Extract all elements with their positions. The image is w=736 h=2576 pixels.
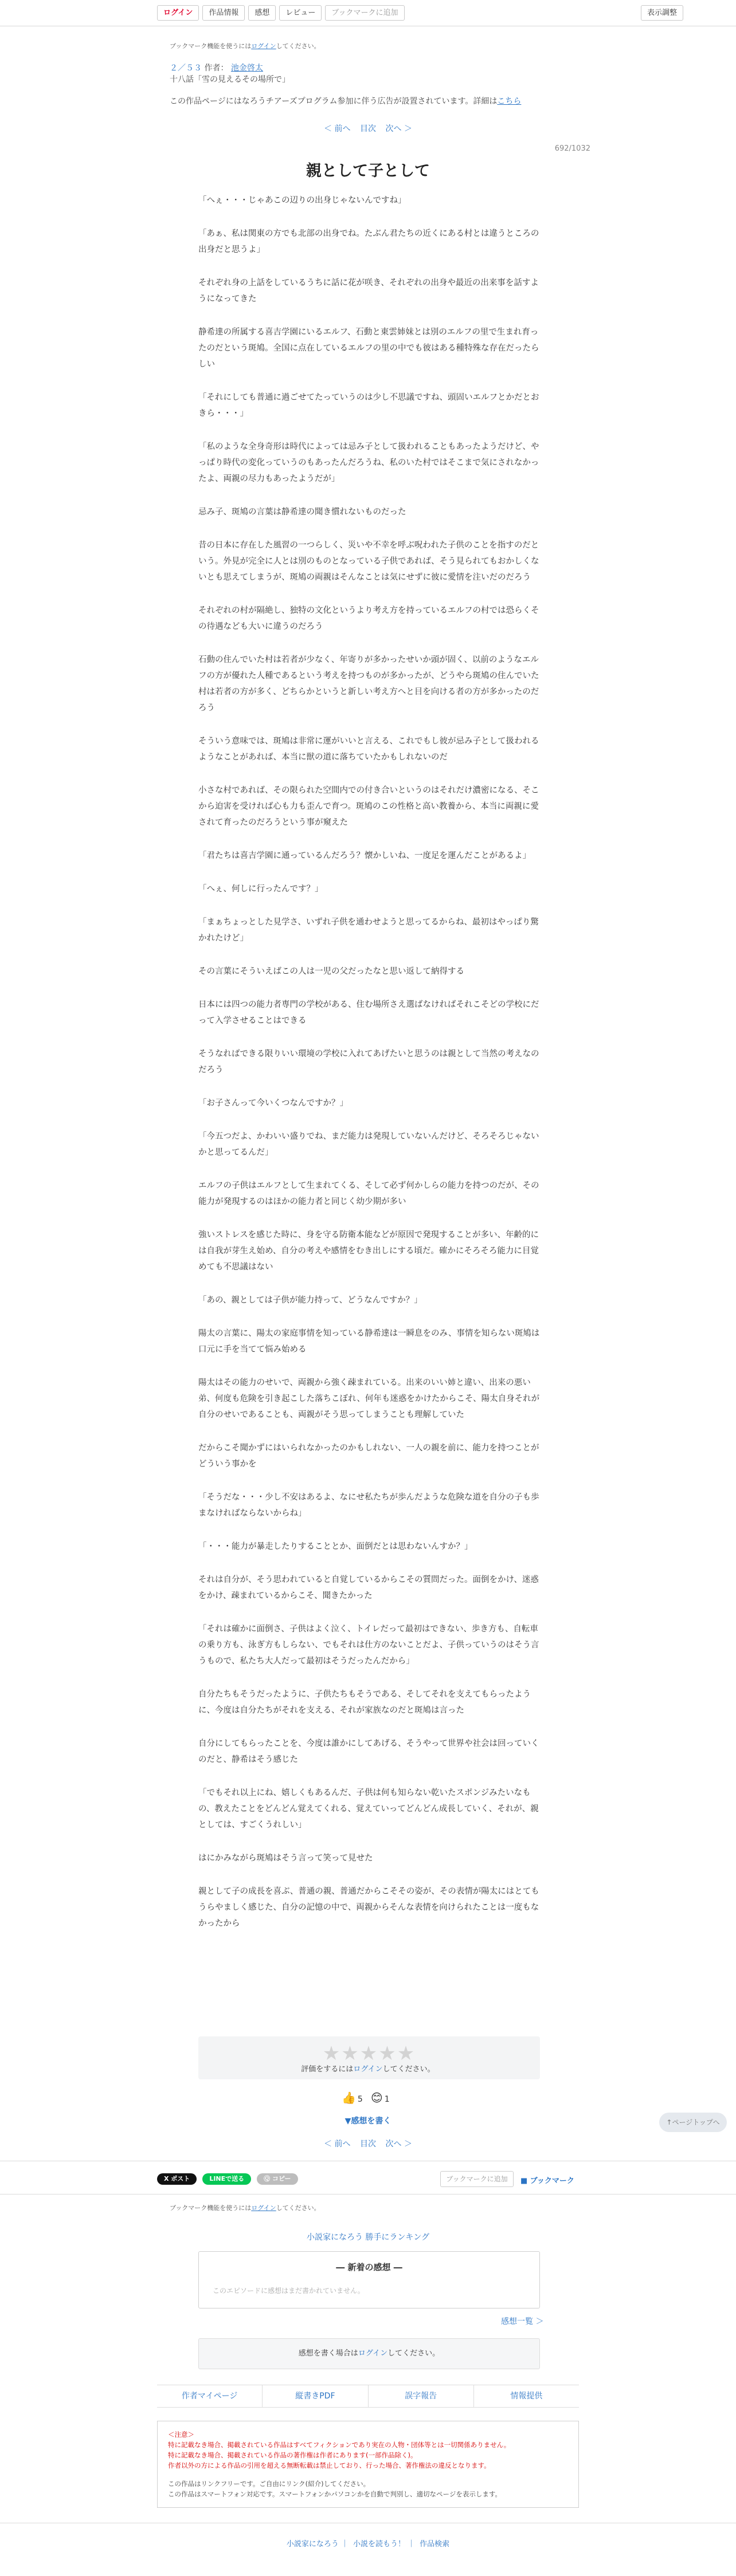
body-paragraph: 強いストレスを感じた時に、身を守る防衛本能などが原因で発現することが多い、年齢的には自我が芽生え始め、自分の考えや感情をむき出しにする頃だ。確かにそろそろ能力に目覚めても不思議はない [198, 1230, 539, 1272]
author-label: 作者： [204, 64, 229, 73]
share-bar [157, 2173, 298, 2185]
new-comments-box [198, 2251, 540, 2308]
comment-list-link[interactable]: 感想一覧 ＞ [501, 2317, 544, 2326]
note-text-after: してください。 [276, 2204, 320, 2212]
body-paragraph: 親として子の成長を喜ぶ、普通の親、普通だからこそその姿が、その表情が陽太にはとてもうらやましく感じた、自分の記憶の中で、両親からそんな表情を向けられたことは一度もなかったから [198, 1887, 539, 1928]
body-paragraph: 「それにしても普通に過ごせてたっていうのは少し不思議ですね、頭固いエルフとかだとおきら・・・」 [198, 393, 539, 418]
comment-write-text-after: してください。 [387, 2349, 440, 2358]
rating-label: 評価をするには [301, 2065, 354, 2074]
header-nav [157, 5, 405, 21]
caution-line: 特に記載なき場合、掲載されている作品の著作権は作者にあります(一部作品除く)。 [168, 2451, 417, 2459]
body-paragraph: だからこそ聞かずにはいられなかったのかもしれない、一人の親を前に、能力を持つことがどういう事かを [198, 1444, 539, 1469]
episode-title: 親として子として [306, 162, 430, 180]
write-comment-link[interactable]: ▼感想を書く [344, 2117, 392, 2126]
caution-line: この作品はリンクフリーです。ご自由にリンク(紹介)してください。 [168, 2480, 370, 2488]
author-mypage-link[interactable]: 作者マイページ [157, 2385, 263, 2407]
top-pager [0, 123, 736, 134]
comment-write-text: 感想を書く場合は [298, 2349, 358, 2358]
ranking-link[interactable]: 小説家になろう 勝手にランキング [306, 2233, 430, 2242]
caution-line: 特に記載なき場合、掲載されている作品はすべてフィクションであり実在の人物・団体等とは一切関係ありません。 [168, 2441, 511, 2449]
body-paragraph: 自分にしてもらったことを、今度は誰かにしてあげる、そうやって世界や社会は回っていくのだと、静希はそう感じた [198, 1739, 539, 1764]
next-link[interactable]: 次へ ＞ [385, 2140, 412, 2149]
body-paragraph: 「・・・能力が暴走したりすることとか、面倒だとは思わないんすか？」 [198, 1542, 473, 1551]
body-paragraph: 「へぇ・・・じゃあこの辺りの出身じゃないんですね」 [198, 196, 406, 205]
display-settings-button[interactable]: 表示調整 [641, 5, 683, 21]
review-button[interactable]: レビュー [279, 5, 322, 21]
vertical-pdf-link[interactable]: 縦書きPDF [263, 2385, 368, 2407]
body-paragraph: 「へぇ、何しに行ったんです？」 [198, 884, 323, 894]
body-paragraph: 陽太の言葉に、陽太の家庭事情を知っている静希達は一瞬息をのみ、事情を知らない斑鳩は口元に手を当てて悩み始める [198, 1329, 540, 1354]
body-paragraph: 陽太はその能力のせいで、両親から強く疎まれている。出来のいい姉と違い、出来の悪い弟、何度も危険を引き起こした落ちこぼれ、何年も迷惑をかけたからこそ、陽太自身それが自分のせいであることも、両親がそう思ってしまうことも理解していた [198, 1378, 540, 1419]
body-paragraph: 「君たちは喜吉学園に通っているんだろう？懐かしいね、一度足を運んだことがあるよ」 [198, 851, 531, 860]
smile-icon: 😊 [370, 2091, 383, 2105]
bookmark-link[interactable]: ■ ブックマーク [520, 2177, 574, 2185]
note-text-after: してください。 [276, 42, 320, 50]
footer-link-search[interactable]: 作品検索 [420, 2540, 450, 2549]
info-report-link[interactable]: 情報提供 [510, 2392, 543, 2401]
bookmark-add-button[interactable]: ブックマークに追加 [440, 2171, 514, 2187]
utility-links [157, 2385, 579, 2408]
no-comments-text: このエピソードに感想はまだ書かれていません。 [213, 2287, 365, 2295]
note-text: ブックマーク機能を使うには [170, 42, 252, 50]
reaction-thumbs-up[interactable] [342, 2091, 363, 2105]
novel-body [198, 192, 540, 1949]
body-paragraph: その言葉にそういえばこの人は一児の父だったなと思い返して納得する [198, 967, 464, 976]
caution-line: この作品はスマートフォン対応です。スマートフォンかパソコンかを自動で判別し、適切なページを表示します。 [168, 2490, 502, 2498]
comment-write-box [198, 2338, 540, 2369]
body-paragraph: 「お子さんって今いくつなんですか？」 [198, 1099, 348, 1108]
bottom-pager [0, 2138, 736, 2149]
next-link[interactable]: 次へ ＞ [385, 124, 412, 133]
thumbs-up-icon: 👍 [342, 2091, 356, 2105]
body-paragraph: 石動の住んでいた村は若者が少なく、年寄りが多かったせいか頭が固く、以前のようなエルフの方が優れた人種であるという考えを持つものが多かったが、どうやら斑鳩の住んでいた村は若者の方が多く、どちらかというと新しい考え方へと目を向ける者の方が多かったのだろう [198, 655, 539, 713]
body-paragraph: 「あぁ、私は関東の方でも北部の出身でね。たぶん君たちの近くにある村とは違うところの出身だと思うよ」 [198, 229, 539, 254]
work-info-button[interactable]: 作品情報 [202, 5, 245, 21]
bookmark-login-note-2 [170, 2203, 320, 2212]
episode-counter: 692/1032 [554, 144, 590, 153]
reaction-bar [342, 2091, 390, 2105]
rating-login-note [0, 2063, 736, 2074]
body-paragraph: 「それは確かに面倒さ、子供はよく泣く、トイレだって最初はできない、歩き方も、自転車の乗り方も、泳ぎ方もしらない、でもそれは仕方のないことだよ、子供っていうのはそう言うもので、私たち大人だって最初はそうだったんだから」 [198, 1625, 539, 1666]
footer-link-narou[interactable]: 小説家になろう [286, 2540, 339, 2549]
ad-note-link[interactable]: こちら [497, 97, 522, 106]
toc-link[interactable]: 目次 [360, 2140, 376, 2149]
body-paragraph: 「あの、親としては子供が能力持って、どうなんですか？」 [198, 1296, 422, 1305]
body-paragraph: 自分たちもそうだったように、子供たちもそうである、そしてそれを支えてもらったように、今度は自分たちがそれを支える、それが家族なのだと斑鳩は言った [198, 1690, 531, 1715]
body-paragraph: そうなればできる限りいい環境の学校に入れてあげたいと思うのは親として当然の考えなのだろう [198, 1049, 539, 1075]
caution-line: 作者以外の方による作品の引用を超える無断転載は禁止しており、行った場合、著作権法の違反となります。 [168, 2461, 491, 2469]
login-button[interactable]: ログイン [157, 5, 199, 21]
ad-note-text: この作品ページにはなろうチアーズプログラム参加に伴う広告が設置されています。詳細は [170, 97, 498, 106]
body-paragraph: 静希達の所属する喜吉学園にいるエルフ、石動と東雲姉妹とは別のエルフの里で生まれ育ったのだという斑鳩。全国に点在しているエルフの里の中でも彼はある種特殊な存在だったらしい [198, 328, 539, 369]
new-comments-heading: ― 新着の感想 ― [336, 2262, 402, 2272]
star-rating[interactable]: ★★★★★ [322, 2042, 416, 2065]
review-label-button[interactable]: 感想 [248, 5, 276, 21]
body-paragraph: 「まぁちょっとした見学さ、いずれ子供を通わせようと思ってるからね、最初はやっぱり驚かれたけど」 [198, 918, 539, 943]
typo-report-link[interactable]: 誤字報告 [369, 2385, 474, 2407]
footer-link-yomou[interactable]: 小説を読もう！ [353, 2540, 405, 2549]
rating-login-link[interactable]: ログイン [353, 2065, 383, 2074]
reaction-count: 5 [357, 2095, 363, 2104]
body-paragraph: それぞれの村が隔絶し、独特の文化というより考え方を持っているエルフの村では恐らくその待遇なども大いに違うのだろう [198, 606, 539, 631]
body-paragraph: 「私のような全身奇形は時代によっては忌み子として扱われることもあったようだけど、やっぱり時代の変化っていうのもあったんだろうね、私のいた村ではそこまで気にされなかったよ、両親の尽力もあったようだが」 [198, 442, 539, 483]
caution-box [157, 2421, 579, 2508]
note-text: ブックマーク機能を使うには [170, 2204, 252, 2212]
prev-link[interactable]: ＜ 前へ [324, 2140, 351, 2149]
page-top-button[interactable]: ↑ページトップへ [659, 2113, 727, 2132]
rating-label-after: してください。 [382, 2065, 435, 2074]
bookmark-login-note [170, 41, 320, 50]
body-paragraph: はにかみながら斑鳩はそう言って笑って見せた [198, 1854, 373, 1863]
login-link[interactable]: ログイン [251, 42, 276, 50]
author-link[interactable]: 池金啓太 [230, 64, 263, 73]
body-paragraph: 「でもそれ以上にね、嬉しくもあるんだ、子供は何も知らない乾いたスポンジみたいなもの、教えたことをどんどん覚えてくれる、覚えていってどんどん成長していく、それが、親としては、すごくうれしい」 [198, 1788, 539, 1830]
comment-login-link[interactable]: ログイン [358, 2349, 388, 2358]
footer-links: 小説家になろう ｜ 小説を読もう！ ｜ 作品検索 [286, 2540, 450, 2549]
line-share-button[interactable]: LINEで送る [202, 2173, 251, 2185]
bookmark-add-header-button[interactable]: ブックマークに追加 [325, 5, 404, 21]
body-paragraph: 小さな村であれば、その限られた空間内での付き合いというのはそれだけ濃密になる、そこから迫害を受ければ心も力も歪んで育つ。斑鳩のこの性格と高い教養から、本当に両親に愛されて育ったのだろうという事が窺えた [198, 786, 539, 827]
body-paragraph: 日本には四つの能力者専門の学校がある、住む場所さえ選ばなければそれこそどの学校にだって入学させることはできる [198, 1000, 539, 1025]
toc-link[interactable]: 目次 [360, 124, 376, 133]
top-header [0, 0, 736, 26]
login-link[interactable]: ログイン [251, 2204, 276, 2212]
chapter-title: 十八話「雪の見えるその場所で」 [170, 75, 290, 84]
body-paragraph: 昔の日本に存在した風習の一つらしく、災いや不幸を呼ぶ呪われた子供のことを指すのだという。外見が完全に人とは別のものとなっている子供であれば、そう見られてもおかしくないとも思えてしまうが、斑鳩の両親はそんなことは気にせずに彼に愛情を注いだのだろう [198, 541, 539, 582]
prev-link[interactable]: ＜ 前へ [324, 124, 351, 133]
x-post-button[interactable]: X ポスト [157, 2173, 197, 2185]
reaction-smile[interactable] [371, 2091, 390, 2105]
episode-number[interactable]: ２／５３ [170, 64, 202, 73]
body-paragraph: それぞれ身の上話をしているうちに話に花が咲き、それぞれの出身や最近の出来事を話すようになってきた [198, 278, 539, 304]
reaction-count: 1 [384, 2095, 390, 2104]
body-paragraph: そういう意味では、斑鳩は非常に運がいいと言える、これでもし彼が忌み子として扱われるようなことがあれば、本当に獣の道に落ちていたかもしれないのだ [198, 737, 539, 762]
episode-meta [170, 62, 263, 73]
caution-heading: ＜注意＞ [168, 2431, 194, 2439]
body-paragraph: 「今五つだよ、かわいい盛りでね、まだ能力は発現していないんだけど、そろそろじゃないかと思ってるんだ」 [198, 1132, 539, 1157]
body-paragraph: エルフの子供はエルフとして生まれてくる、そして必ず何かしらの能力を持つのだが、その能力が発現するのはほかの能力者と同じく幼少期が多い [198, 1181, 539, 1206]
copy-button[interactable]: Ⓠ コピー [257, 2173, 297, 2185]
body-paragraph: それは自分が、そう思われていると自覚しているからこその質問だった。面倒をかけ、迷惑をかけ、疎まれているからこそ、聞きたかった [198, 1575, 539, 1600]
body-paragraph: 「そうだな・・・少し不安はあるよ、なにせ私たちが歩んだような危険な道を自分の子も歩まなければならないからね」 [198, 1493, 539, 1518]
body-paragraph: 忌み子、斑鳩の言葉は静希達の聞き慣れないものだった [198, 508, 406, 517]
ad-note [170, 95, 521, 107]
